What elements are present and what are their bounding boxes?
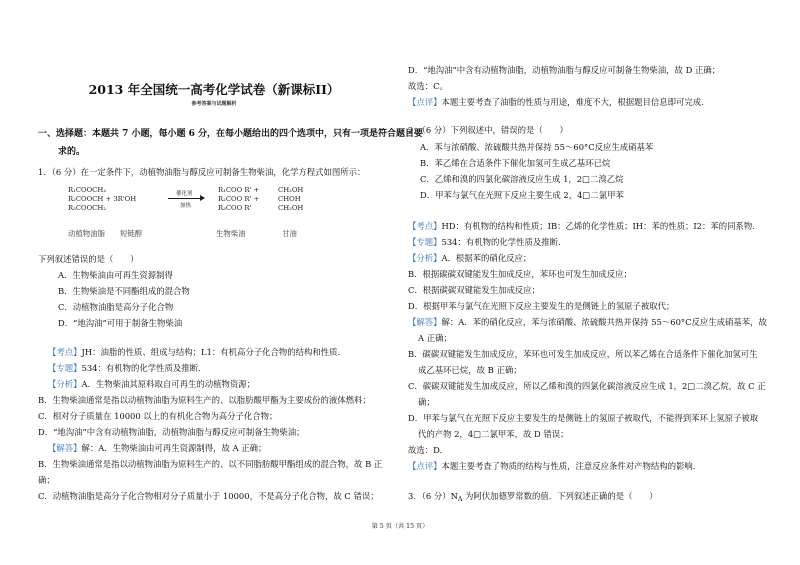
q1-fenxi-b: B．生物柴油通常是指以动植物油脂为原料生产的、以脂肪酸甲酯为主要成份的液体燃料； [38, 395, 371, 405]
eq-heat: 加热 [180, 203, 192, 209]
section-heading-line2: 求的。 [58, 147, 86, 157]
q1-fenxi-d: D．“地沟油”中含有动植物油脂，动植物油脂与醇反应可制备生物柴油； [38, 427, 305, 437]
q3-text: 为阿伏加德罗常数的值．下列叙述正确的是（ ） [462, 491, 658, 501]
caption-glycerol: 甘油 [282, 229, 297, 238]
q1-option-b: B．生物柴油是不同酯组成的混合物 [58, 286, 190, 296]
q2-answer: 故选：D. [408, 445, 443, 455]
dianping-text: 本题主要考查了油脂的性质与用途，难度不大，根据题目信息即可完成. [441, 97, 704, 107]
eq-product-2: R₂COO R' + [218, 195, 260, 203]
q1-kaodian [48, 346, 340, 358]
q1-jieda-b2: 确； [38, 475, 55, 485]
q2-fenxi-c: C．根据碳碳双键能发生加成反应； [408, 285, 541, 295]
q2-option-d: D．甲苯与氯气在光照下反应主要生成 2，4□二氯甲苯 [420, 190, 624, 200]
q1-jieda-d: D．“地沟油”中含有动植物油脂，动植物油脂与醇反应可制备生物柴油，故 D 正确； [408, 65, 721, 75]
section-heading-line1: 一、选择题：本题共 7 小题，每小题 6 分，在每小题给出的四个选项中，只有一项是符合题目要 [38, 129, 424, 139]
eq-reactant-3: R₃COOCH₂ [68, 204, 107, 212]
jieda-tag: 【解答】 [408, 317, 442, 327]
q2-jieda-c2: 确； [418, 397, 435, 407]
zhuanti-tag: 【专题】 [408, 237, 442, 247]
caption-oil: 动植物油脂 [68, 229, 105, 238]
jieda-text: 解：A．生物柴油由可再生资源制得，故 A 正确； [81, 443, 267, 453]
fenxi-text: A．根据苯的硝化反应； [441, 253, 532, 263]
q1-fenxi [48, 378, 255, 390]
kaodian-text: JH：油脂的性质、组成与结构；L1：有机高分子化合物的结构和性质. [81, 347, 341, 357]
question-3-stem [408, 490, 658, 506]
eq-glycerol-3: CH₂OH [278, 204, 304, 212]
q1-jieda [48, 442, 266, 454]
question-1-ask: 下列叙述错误的是（ ） [38, 254, 139, 264]
q1-jieda-c: C．动植物油脂是高分子化合物相对分子质量小于 10000，不是高分子化合物，故 C 错误； [38, 491, 379, 501]
eq-catalyst: 催化剂 [176, 191, 193, 197]
q2-dianping [408, 460, 695, 472]
q1-jieda-b1: B．生物柴油通常是指以动植物油脂为原料生产的、以不同脂肪酸甲酯组成的混合物，故 B 正 [38, 459, 383, 469]
q3-prefix: 3．（6 分）N [408, 491, 458, 501]
q2-jieda-c1: C．碳碳双键能发生加成反应，所以乙烯和溴的四氯化碳溶液反应生成 1，2□二溴乙烷，故 C 正 [408, 381, 766, 391]
kaodian-tag: 【考点】 [408, 221, 442, 231]
zhuanti-text: 534：有机物的化学性质及推断. [81, 363, 201, 373]
q2-zhuanti [408, 236, 561, 248]
q1-fenxi-c: C．相对分子质量在 10000 以上的有机化合物为高分子化合物； [38, 411, 278, 421]
caption-biodiesel: 生物柴油 [216, 229, 246, 238]
q2-fenxi [408, 252, 531, 264]
dianping-tag: 【点评】 [408, 461, 442, 471]
zhuanti-tag: 【专题】 [48, 363, 82, 373]
jieda-tag: 【解答】 [48, 443, 82, 453]
q2-jieda-a2: A 正确； [418, 333, 452, 343]
exam-subtitle: 参考答案与试题解析 [191, 101, 237, 107]
zhuanti-text: 534：有机物的化学性质及推断. [441, 237, 561, 247]
page-footer: 第 5 页（共 15 页） [371, 523, 429, 530]
eq-product-1: R₁COO R' + [218, 186, 260, 194]
q1-option-c: C．动植物油脂是高分子化合物 [58, 302, 174, 312]
fenxi-tag: 【分析】 [408, 253, 442, 263]
eq-product-3: R₃COO R' [218, 204, 252, 212]
kaodian-text: HD：有机物的结构和性质；IB：乙烯的化学性质；IH：苯的性质；I2：苯的同系物. [441, 221, 755, 231]
q2-option-b: B．苯乙烯在合适条件下催化加氢可生成乙基环已烷 [420, 158, 611, 168]
q2-fenxi-b: B．根据碳碳双键能发生加成反应，苯环也可发生加成反应； [408, 269, 632, 279]
fenxi-text: A．生物柴油其原料取自可再生的动植物资源； [81, 379, 256, 389]
q1-zhuanti [48, 362, 201, 374]
right-column [408, 0, 768, 565]
q1-option-d: D．“地沟油”可用于制备生物柴油 [58, 318, 183, 328]
q2-jieda-b2: 成乙基环已烷，故 B 正确； [418, 365, 522, 375]
exam-title: 2013 年全国统一高考化学试卷（新课标II） [88, 82, 340, 97]
q2-jieda-d1: D．甲苯与氯气在光照下反应主要发生的是侧链上的氢原子被取代，不能得到苯环上氢原子被取 [408, 413, 759, 423]
q2-kaodian [408, 220, 755, 232]
dianping-text: 本题主要考查了物质的结构与性质，注意反应条件对产物结构的影响. [441, 461, 696, 471]
eq-reactant-1: R₁COOCH₂ [68, 186, 107, 194]
eq-glycerol-2: CHOH [278, 195, 301, 203]
dianping-tag: 【点评】 [408, 97, 442, 107]
kaodian-tag: 【考点】 [48, 347, 82, 357]
q2-fenxi-d: D．根据甲苯与氯气在光照下反应主要发生的是侧链上的氢原子被取代； [408, 301, 675, 311]
q2-jieda-d2: 代的产物 2，4□二氯甲苯，故 D 错误； [418, 429, 569, 439]
fenxi-tag: 【分析】 [48, 379, 82, 389]
question-2-stem: 2．（6 分）下列叙述中，错误的是（ ） [408, 125, 568, 135]
q2-option-c: C．乙烯和溴的四氯化碳溶液反应生成 1，2□二溴乙烷 [420, 174, 624, 184]
q1-answer: 故选：C。 [408, 81, 448, 91]
question-1-stem: 1．（6 分）在一定条件下，动植物油脂与醇反应可制备生物柴油，化学方程式如图所示： [38, 167, 366, 177]
q1-option-a: A．生物柴油由可再生资源制得 [58, 270, 173, 280]
q2-option-a: A．苯与浓硝酸、浓硫酸共热并保持 55～60°C反应生成硝基苯 [420, 142, 654, 152]
eq-glycerol-1: CH₂OH [278, 186, 304, 194]
q3-subscript: A [457, 496, 463, 503]
q2-jieda-b1: B．碳碳双键能发生加成反应，苯环也可发生加成反应，所以苯乙烯在合适条件下催化加氢可生 [408, 349, 758, 359]
caption-alcohol: 短链醇 [120, 229, 143, 238]
q1-dianping [408, 96, 704, 108]
q2-jieda [408, 316, 767, 328]
reaction-arrow-icon [168, 198, 204, 199]
jieda-text: 解：A．苯的硝化反应，苯与浓硝酸、浓硫酸共热并保持 55～60°C反应生成硝基苯，故 [441, 317, 767, 327]
eq-reactant-2: R₂COOCH + 3R'OH [68, 195, 137, 203]
